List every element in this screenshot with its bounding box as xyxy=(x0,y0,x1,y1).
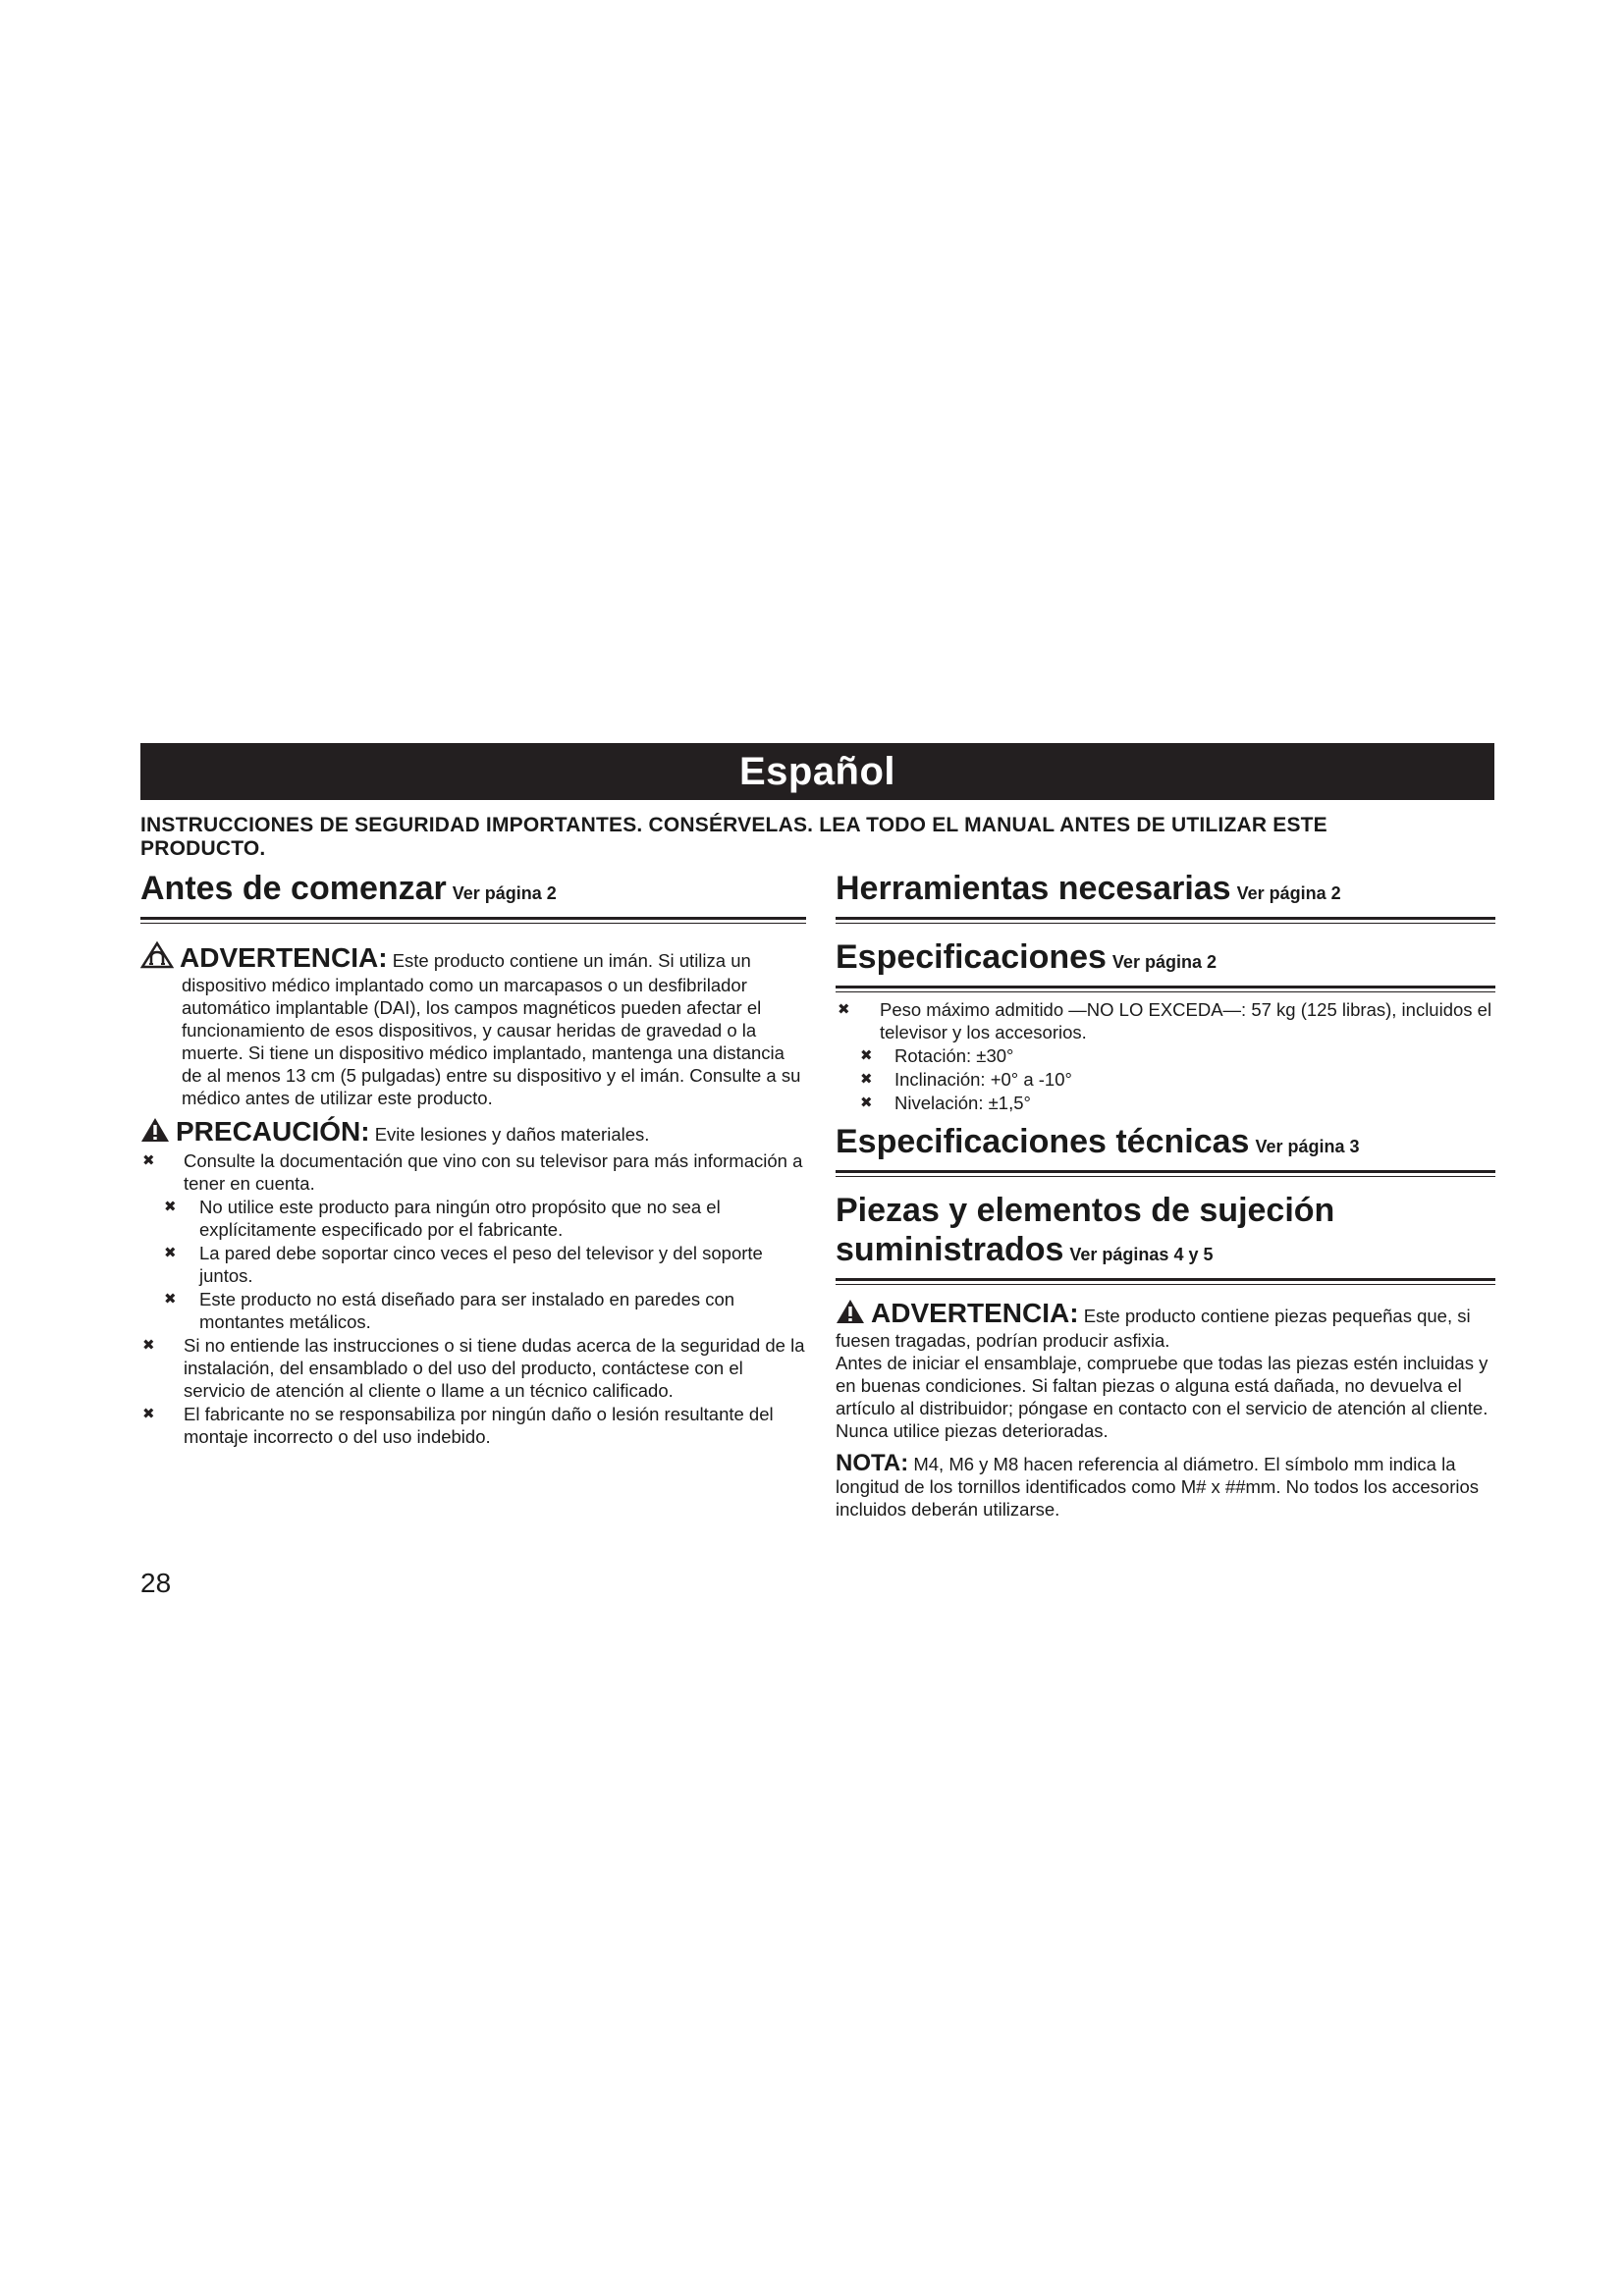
precaucion-text: Evite lesiones y daños materiales. xyxy=(374,1124,650,1145)
bullet-icon: ✖ xyxy=(860,1095,873,1111)
banner-title: Español xyxy=(738,750,896,793)
language-banner xyxy=(140,743,1494,800)
list-item: ✖ Este producto no está diseñado para ser instalado en paredes con montantes metálicos. xyxy=(164,1289,735,1332)
magnet-warning xyxy=(140,941,806,1109)
spec-list xyxy=(836,998,1495,1114)
parts-advertencia-text: Este producto contiene piezas pequeñas que, si fuesen tragadas, podrían producir asfixia. xyxy=(836,1306,1471,1351)
list-item: ✖ No utilice este producto para ningún otro propósito que no sea el explícitamente especificado por el fabricante. xyxy=(164,1197,721,1240)
list-item: ✖ Rotación: ±30° xyxy=(860,1045,1014,1066)
list-item: ✖ Nivelación: ±1,5° xyxy=(860,1093,1031,1113)
right-column xyxy=(836,869,1495,1521)
bullet-icon: ✖ xyxy=(860,1071,873,1088)
magnet-warning-icon xyxy=(140,941,174,974)
list-item: ✖ El fabricante no se responsabiliza por ningún daño o lesión resultante del montaje incorrecto o del uso indebido. xyxy=(142,1404,774,1447)
antes-title: Antes de comenzar xyxy=(140,870,447,907)
especificaciones-ref: Ver página 2 xyxy=(1111,952,1217,972)
nota-text: M4, M6 y M8 hacen referencia al diámetro. El símbolo mm indica la longitud de los tornillos identificados como M# x ##mm. No todos los accesorios incluidos deberán utilizarse. xyxy=(836,1454,1480,1520)
piezas-ref: Ver páginas 4 y 5 xyxy=(1069,1245,1214,1264)
list-item: ✖ Peso máximo admitido —NO LO EXCEDA—: 57 kg (125 libras), incluidos el televisor y los accesorios. xyxy=(838,999,1492,1042)
caution-icon xyxy=(836,1299,865,1329)
bullet-icon: ✖ xyxy=(142,1152,155,1169)
left-column xyxy=(140,869,806,1449)
parts-body: Antes de iniciar el ensamblaje, compruebe que todas las piezas estén incluidas y en buenas condiciones. Si faltan piezas o alguna está dañada, no devuelva el artículo al distribuidor; póngase en contacto con el servicio de atención al cliente. Nunca utilice piezas deterioradas. xyxy=(836,1353,1489,1441)
advertencia-label: ADVERTENCIA: xyxy=(180,942,388,973)
especificaciones-heading xyxy=(836,937,1495,986)
list-item: ✖ La pared debe soportar cinco veces el peso del televisor y del soporte juntos. xyxy=(164,1243,763,1286)
bullet-icon: ✖ xyxy=(142,1337,155,1354)
nota-label: NOTA: xyxy=(836,1450,909,1476)
advertencia-first-line: Este producto contiene un imán. Si utiliza un xyxy=(392,950,751,971)
antes-heading xyxy=(140,869,806,917)
bullet-icon: ✖ xyxy=(860,1047,873,1064)
page-number: 28 xyxy=(140,1568,172,1598)
section-rule xyxy=(836,986,1495,992)
advertencia-rest: dispositivo médico implantado como un marcapasos o un desfibrilador automático implantable (DAI), los campos magnéticos pueden afectar el funcionamiento de esos dispositivos, y causar heridas de gravedad o la muerte. Si tiene un dispositivo médico implantado, mantenga una distancia de al menos 13 cm (5 pulgadas) entre su dispositivo y el imán. Consulte a su médico antes de utilizar este producto. xyxy=(182,975,801,1108)
parts-advertencia-label: ADVERTENCIA: xyxy=(871,1298,1079,1328)
section-rule xyxy=(836,1170,1495,1177)
tecnicas-title: Especificaciones técnicas xyxy=(836,1123,1250,1160)
tecnicas-heading xyxy=(836,1122,1495,1170)
caution-icon xyxy=(140,1117,170,1148)
bullet-icon: ✖ xyxy=(164,1245,177,1261)
antes-ref: Ver página 2 xyxy=(452,883,557,903)
section-rule xyxy=(836,1278,1495,1285)
precaucion-label: PRECAUCIÓN: xyxy=(176,1116,370,1147)
herramientas-title: Herramientas necesarias xyxy=(836,870,1231,907)
piezas-title-line1: Piezas y elementos de sujeción xyxy=(836,1192,1335,1229)
safety-header: INSTRUCCIONES DE SEGURIDAD IMPORTANTES. CONSÉRVELAS. LEA TODO EL MANUAL ANTES DE UTILIZAR ESTE PRODUCTO. xyxy=(140,814,1327,860)
herramientas-heading xyxy=(836,869,1495,917)
piezas-heading xyxy=(836,1191,1495,1278)
bullet-icon: ✖ xyxy=(838,1001,850,1018)
tecnicas-ref: Ver página 3 xyxy=(1255,1137,1360,1156)
section-rule xyxy=(836,917,1495,924)
list-item: ✖ Si no entiende las instrucciones o si tiene dudas acerca de la seguridad de la instalación, del ensamblado o del uso del producto, contáctese con el servicio de atención al cliente o llame a un técnico calificado. xyxy=(142,1335,805,1401)
bullet-icon: ✖ xyxy=(164,1199,177,1215)
precaution-list xyxy=(140,1149,806,1448)
list-item: ✖ Inclinación: +0° a -10° xyxy=(860,1069,1072,1090)
bullet-icon: ✖ xyxy=(164,1291,177,1308)
parts-warning xyxy=(836,1299,1495,1352)
herramientas-ref: Ver página 2 xyxy=(1236,883,1341,903)
nota xyxy=(836,1452,1495,1521)
bullet-icon: ✖ xyxy=(142,1406,155,1422)
piezas-title-line2: suministrados xyxy=(836,1231,1064,1268)
especificaciones-title: Especificaciones xyxy=(836,938,1107,976)
section-rule xyxy=(140,917,806,924)
precaution xyxy=(140,1117,806,1148)
list-item: ✖ Consulte la documentación que vino con su televisor para más información a tener en cuenta. xyxy=(142,1150,803,1194)
